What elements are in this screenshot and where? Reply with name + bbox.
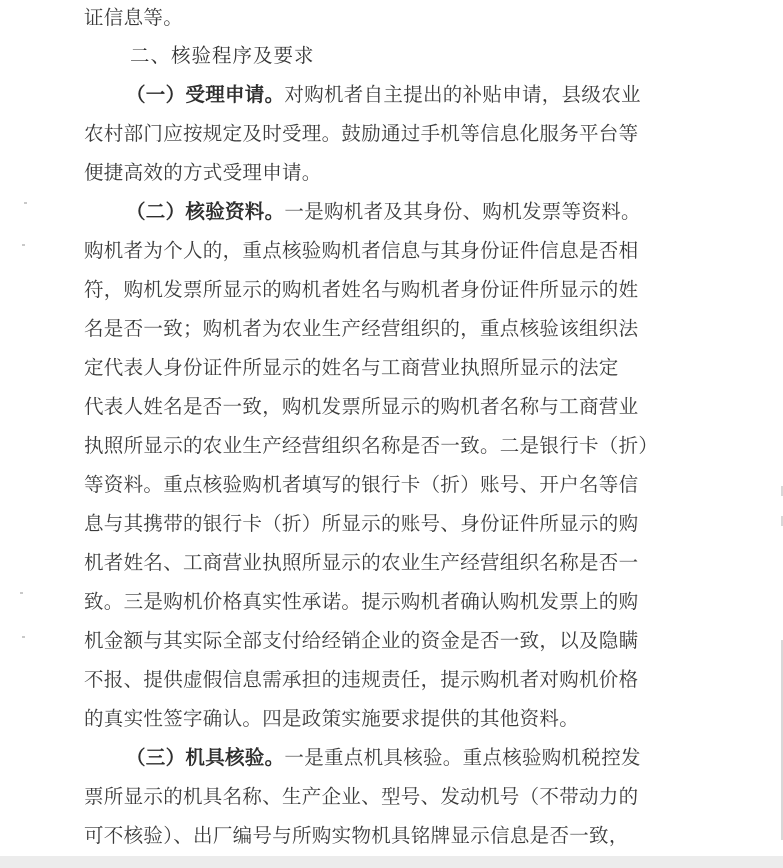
paragraph-2-line-9 (84, 505, 684, 543)
scan-speck (22, 244, 25, 246)
text-content: 一是购机者及其身份、购机发票等资料。 (284, 200, 641, 223)
text-content: 对购机者自主提出的补贴申请，县级农业 (284, 83, 641, 106)
paragraph-3-line-2 (84, 778, 684, 816)
bold-lead-1: （一）受理申请。 (126, 83, 285, 106)
paragraph-2-line-5 (84, 349, 684, 387)
paragraph-3-line-3 (84, 817, 684, 855)
bold-lead-3: （三）机具核验。 (126, 746, 285, 769)
paragraph-2-line-10 (84, 544, 684, 582)
paragraph-2-line-11 (84, 583, 684, 621)
text-content: 机者姓名、工商营业执照所显示的农业生产经营组织名称是否一 (84, 551, 639, 574)
text-content: 等资料。重点核验购机者填写的银行卡（折）账号、开户名等信 (84, 473, 639, 496)
paragraph-2-line-2 (84, 232, 684, 270)
scan-speck (22, 636, 25, 638)
text-content: 机金额与其实际全部支付给经销企业的资金是否一致，以及隐瞒 (84, 629, 639, 652)
paragraph-2-line-8 (84, 466, 684, 504)
text-content: 执照所显示的农业生产经营组织名称是否一致。二是银行卡（折） (84, 434, 659, 457)
text-content: 不报、提供虚假信息需承担的违规责任，提示购机者对购机价格 (84, 668, 639, 691)
text-content: 的真实性签字确认。四是政策实施要求提供的其他资料。 (84, 707, 580, 730)
paragraph-3-line-1 (84, 739, 684, 777)
text-content: 农村部门应按规定及时受理。鼓励通过手机等信息化服务平台等 (84, 122, 639, 145)
text-content: 购机者为个人的，重点核验购机者信息与其身份证件信息是否相 (84, 239, 639, 262)
scan-speck (20, 592, 23, 594)
paragraph-2-line-13 (84, 661, 684, 699)
paragraph-2-line-1 (84, 193, 684, 231)
paragraph-2-line-4 (84, 310, 684, 348)
text-content: 致。三是购机价格真实性承诺。提示购机者确认购机发票上的购 (84, 590, 639, 613)
viewer-bottom-bar (0, 856, 783, 868)
text-content: 符，购机发票所显示的购机者姓名与购机者身份证件所显示的姓 (84, 278, 639, 301)
text-content: 定代表人身份证件所显示的姓名与工商营业执照所显示的法定 (84, 356, 619, 379)
paragraph-1-line-1 (84, 76, 684, 114)
paragraph-1-line-2 (84, 115, 684, 153)
paragraph-2-line-3 (84, 271, 684, 309)
scan-speck (24, 202, 27, 204)
paragraph-2-line-6 (84, 388, 684, 426)
text-content: 便捷高效的方式受理申请。 (84, 161, 322, 184)
text-content: 证信息等。 (84, 6, 184, 29)
text-line-1 (84, 0, 684, 37)
paragraph-2-line-12 (84, 622, 684, 660)
bold-lead-2: （二）核验资料。 (126, 200, 285, 223)
text-content: 代表人姓名是否一致，购机发票所显示的购机者名称与工商营业 (84, 395, 639, 418)
text-content: 一是重点机具核验。重点核验购机税控发 (284, 746, 641, 769)
text-content: 名是否一致；购机者为农业生产经营组织的，重点核验该组织法 (84, 317, 639, 340)
text-content: 可不核验）、出厂编号与所购实物机具铭牌显示信息是否一致， (84, 824, 629, 847)
paragraph-2-line-7 (84, 427, 684, 465)
text-content: 票所显示的机具名称、生产企业、型号、发动机号（不带动力的 (84, 785, 639, 808)
paragraph-2-line-14 (84, 700, 684, 738)
text-content: 息与其携带的银行卡（折）所显示的账号、身份证件所显示的购 (84, 512, 639, 535)
heading-text: 二、核验程序及要求 (130, 44, 315, 67)
section-heading (130, 37, 690, 75)
paragraph-1-line-3 (84, 154, 684, 192)
